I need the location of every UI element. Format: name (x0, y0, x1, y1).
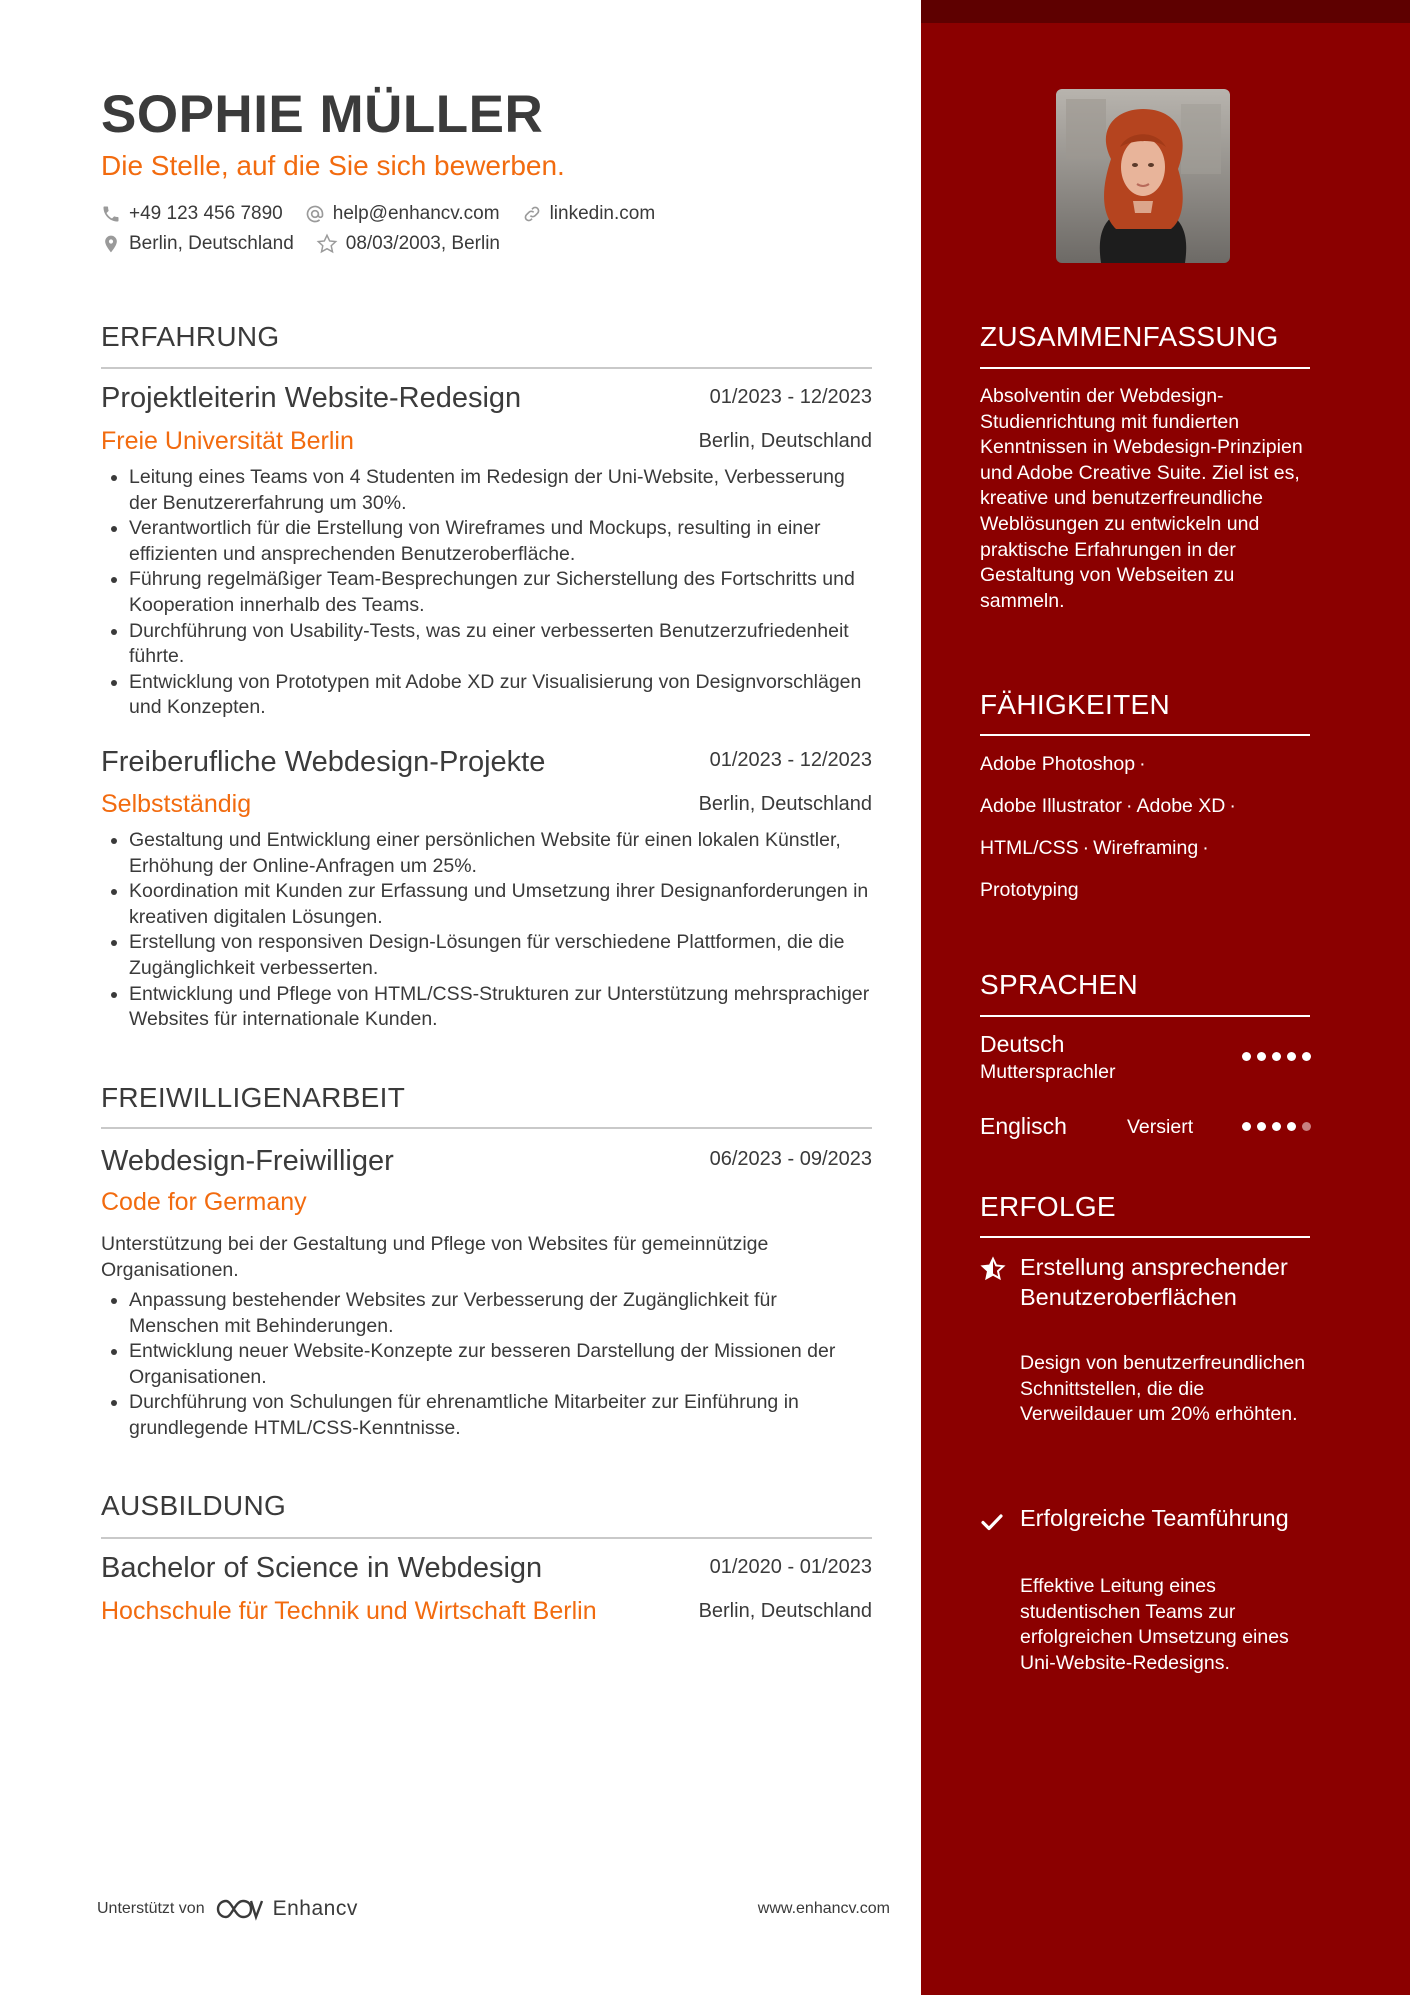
skills-section-title: FÄHIGKEITEN (980, 689, 1170, 720)
contact-email (305, 203, 500, 225)
star-half-icon (980, 1256, 1006, 1282)
contact-row-2 (101, 233, 522, 255)
skill-item: Adobe Illustrator (980, 795, 1122, 817)
entry-role: Webdesign-Freiwilliger (101, 1145, 394, 1177)
profile-photo (1056, 89, 1230, 263)
section-divider (980, 1236, 1310, 1238)
bullet-item: • Entwicklung von Prototypen mit Adobe XD zur Visualisierung von Designvorschlägen und Konzepten. (129, 670, 872, 721)
bullet-item: • Erstellung von responsiven Design-Lösungen für verschiedene Plattformen, die die Zugänglichkeit verbesserten. (129, 930, 872, 981)
section-divider (101, 1127, 872, 1129)
entry-dates: 01/2023 - 12/2023 (709, 386, 872, 408)
volunteer-section-title: FREIWILLIGENARBEIT (101, 1082, 406, 1113)
achievement-description: Effektive Leitung eines studentischen Teams zur erfolgreichen Umsetzung eines Uni-Website-Redesigns. (1020, 1575, 1289, 1674)
footer-url[interactable]: www.enhancv.com (757, 1900, 890, 1917)
language-level: Muttersprachler (980, 1061, 1116, 1083)
rating-dot-empty (1302, 1122, 1311, 1131)
location-text: Berlin, Deutschland (129, 233, 294, 254)
link-icon (522, 204, 542, 224)
contact-phone (101, 203, 283, 225)
powered-by-text: Unterstützt von (97, 1900, 205, 1917)
entry-organization: Freie Universität Berlin (101, 427, 354, 455)
sidebar (921, 0, 1410, 1995)
languages-section-title: SPRACHEN (980, 969, 1138, 1000)
location-pin-icon (101, 234, 121, 254)
skill-item: HTML/CSS (980, 837, 1079, 859)
bullet-item: • Gestaltung und Entwicklung einer persönlichen Website für einen lokalen Künstler, Erhöhung der Online-Anfragen um 25%. (129, 828, 872, 879)
skill-item: Prototyping (980, 879, 1079, 901)
education-section-title: AUSBILDUNG (101, 1490, 287, 1521)
phone-icon (101, 204, 121, 224)
bullet-item: • Koordination mit Kunden zur Erfassung und Umsetzung ihrer Designanforderungen in kreativen digitalen Lösungen. (129, 879, 872, 930)
language-name: Deutsch (980, 1031, 1065, 1057)
bullet-item: • Entwicklung und Pflege von HTML/CSS-Strukturen zur Unterstützung mehrsprachiger Websites für internationale Kunden. (129, 982, 872, 1033)
bullet-item: • Durchführung von Usability-Tests, was zu einer verbesserten Benutzerzufriedenheit führte. (129, 619, 872, 670)
rating-dot-filled (1257, 1122, 1266, 1131)
birth-text: 08/03/2003, Berlin (345, 233, 500, 254)
contact-row-1 (101, 203, 677, 225)
phone-text: +49 123 456 7890 (129, 203, 283, 224)
section-divider (980, 367, 1310, 369)
achievement-title: Erstellung ansprechender Benutzeroberflächen (1020, 1254, 1288, 1310)
entry-dates: 06/2023 - 09/2023 (709, 1148, 872, 1170)
rating-dot-filled (1242, 1052, 1251, 1061)
entry-role: Projektleiterin Website-Redesign (101, 382, 522, 414)
education-location: Berlin, Deutschland (698, 1600, 872, 1622)
bullet-item: • Führung regelmäßiger Team-Besprechungen zur Sicherstellung des Fortschritts und Kooperation innerhalb des Teams. (129, 567, 872, 618)
entry-location: Berlin, Deutschland (698, 793, 872, 815)
at-icon (305, 204, 325, 224)
rating-dot-filled (1257, 1052, 1266, 1061)
rating-dot-filled (1272, 1122, 1281, 1131)
achievement-title: Erfolgreiche Teamführung (1020, 1505, 1289, 1531)
summary-text: Absolventin der Webdesign-Studienrichtung mit fundierten Kenntnissen in Webdesign-Prinzipien und Adobe Creative Suite. Ziel ist es, kreative und benutzerfreundliche Weblösungen zu entwickeln und praktische Erfahrungen in der Gestaltung von Webseiten zu sammeln. (980, 385, 1303, 612)
enhancv-brand-text: Enhancv (272, 1897, 358, 1920)
entry-role: Freiberufliche Webdesign-Projekte (101, 746, 546, 778)
bullet-item: • Durchführung von Schulungen für ehrenamtliche Mitarbeiter zur Einführung in grundlegende HTML/CSS-Kenntnisse. (129, 1390, 872, 1441)
contact-birth (316, 233, 500, 255)
section-divider (980, 734, 1310, 736)
enhancv-logo-icon (215, 1896, 265, 1922)
entry-organization: Selbstständig (101, 790, 252, 818)
summary-section-title: ZUSAMMENFASSUNG (980, 321, 1279, 352)
entry-description: Unterstützung bei der Gestaltung und Pflege von Websites für gemeinnützige Organisationen. (101, 1233, 769, 1281)
achievement-description: Design von benutzerfreundlichen Schnittstellen, die die Verweildauer um 20% erhöhten. (1020, 1352, 1306, 1426)
language-rating (1236, 1122, 1311, 1131)
rating-dot-filled (1302, 1052, 1311, 1061)
skills-list: Adobe Photoshop · Adobe Illustrator · Adobe XD · HTML/CSS · Wireframing · Prototyping (980, 753, 1236, 901)
entry-bullets (101, 465, 872, 721)
section-divider (101, 1537, 872, 1539)
section-divider (980, 1015, 1310, 1017)
entry-bullets (101, 828, 872, 1033)
rating-dot-filled (1272, 1052, 1281, 1061)
job-tagline: Die Stelle, auf die Sie sich bewerben. (101, 150, 565, 181)
language-level: Versiert (1127, 1116, 1194, 1138)
experience-section-title: ERFAHRUNG (101, 321, 280, 352)
bullet-item: • Leitung eines Teams von 4 Studenten im Redesign der Uni-Website, Verbesserung der Benutzererfahrung um 30%. (129, 465, 872, 516)
contact-location (101, 233, 294, 255)
entry-organization: Code for Germany (101, 1188, 307, 1216)
candidate-name: SOPHIE MÜLLER (101, 85, 544, 144)
contact-linkedin (522, 203, 656, 225)
linkedin-text[interactable]: linkedin.com (549, 203, 656, 224)
profile-portrait-icon (1056, 89, 1230, 263)
education-dates: 01/2020 - 01/2023 (709, 1556, 872, 1578)
rating-dot-filled (1287, 1122, 1296, 1131)
skill-item: Adobe Photoshop (980, 753, 1136, 775)
check-icon (980, 1510, 1004, 1534)
star-icon (316, 233, 338, 255)
bullet-item: • Entwicklung neuer Website-Konzepte zur besseren Darstellung der Missionen der Organisationen. (129, 1339, 872, 1390)
footer-powered-by (97, 1896, 358, 1922)
education-degree: Bachelor of Science in Webdesign (101, 1552, 543, 1584)
section-divider (101, 367, 872, 369)
skill-item: Adobe XD (1136, 795, 1226, 817)
entry-bullets (101, 1288, 872, 1442)
rating-dot-filled (1287, 1052, 1296, 1061)
skill-item: Wireframing (1093, 837, 1199, 859)
entry-location: Berlin, Deutschland (698, 430, 872, 452)
achievements-section-title: ERFOLGE (980, 1191, 1116, 1222)
entry-dates: 01/2023 - 12/2023 (709, 749, 872, 771)
language-rating (1236, 1052, 1311, 1061)
bullet-item: • Anpassung bestehender Websites zur Verbesserung der Zugänglichkeit für Menschen mit Behinderungen. (129, 1288, 872, 1339)
email-text[interactable]: help@enhancv.com (332, 203, 500, 224)
sidebar-top-bar (921, 0, 1410, 23)
language-name: Englisch (980, 1113, 1067, 1139)
rating-dot-filled (1242, 1122, 1251, 1131)
bullet-item: • Verantwortlich für die Erstellung von Wireframes und Mockups, resulting in einer effizienten und ansprechenden Benutzeroberfläche. (129, 516, 872, 567)
education-school: Hochschule für Technik und Wirtschaft Berlin (101, 1597, 597, 1625)
